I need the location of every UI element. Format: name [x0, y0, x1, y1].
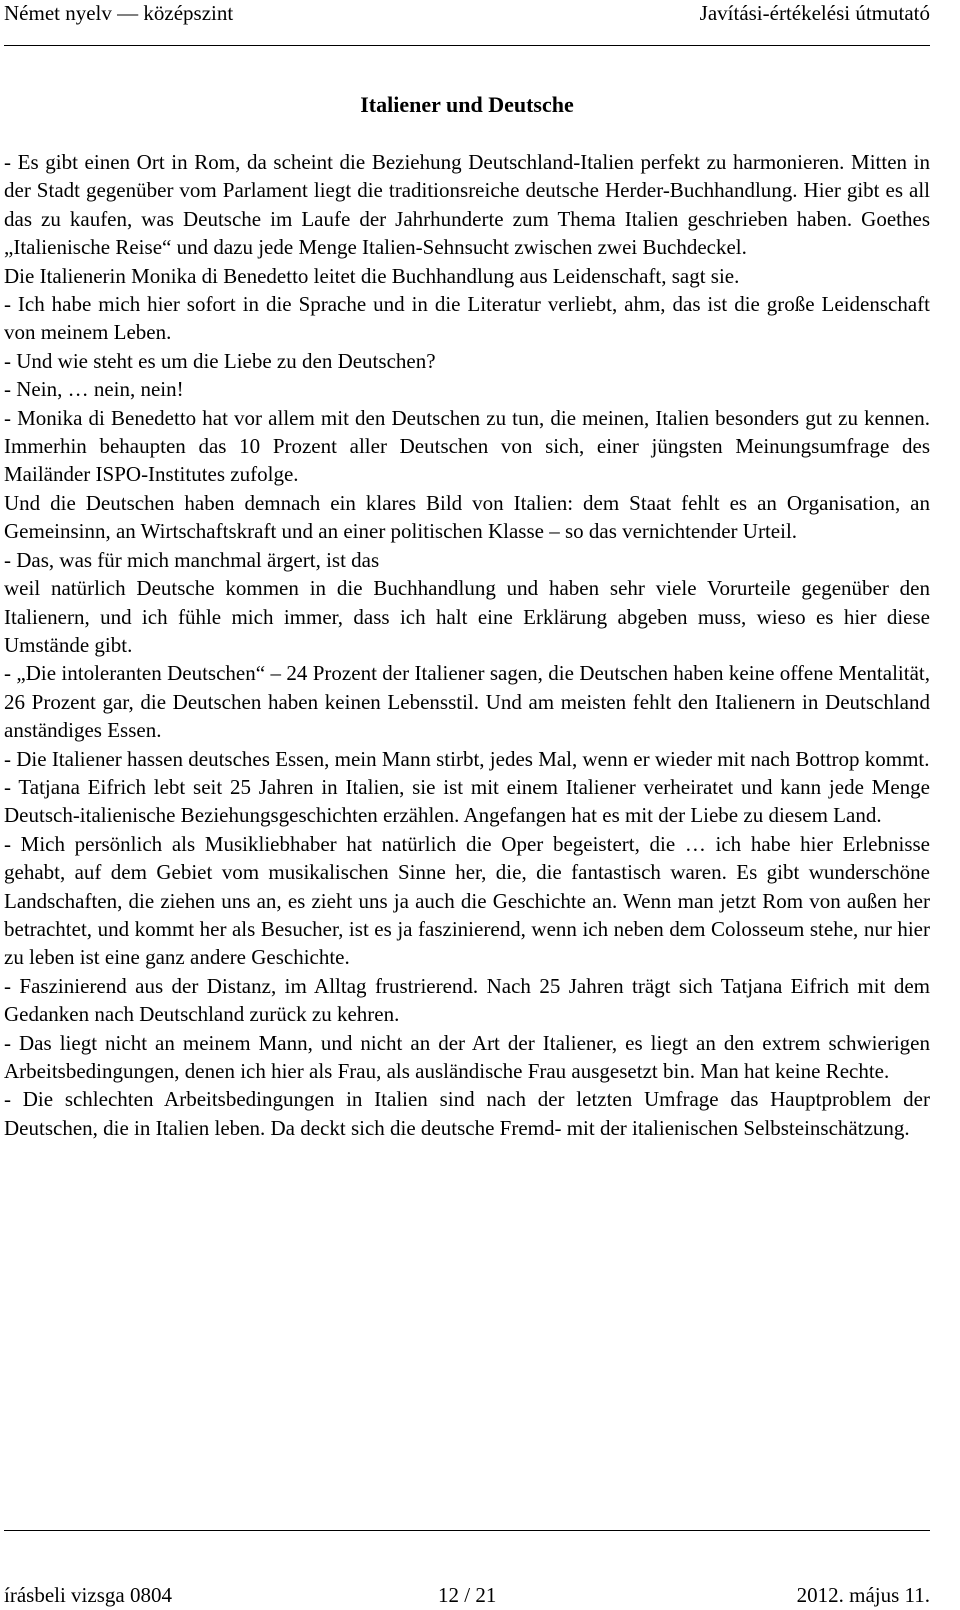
paragraph: - Das liegt nicht an meinem Mann, und nicht an der Art der Italiener, es liegt an den extrem schwierigen Arbeitsbedingungen, denen ich hier als Frau, als ausländische Frau ausgesetzt bin. Man hat keine Rechte. [4, 1030, 930, 1083]
footer-date: 2012. május 11. [796, 1583, 930, 1607]
paragraph: - Monika di Benedetto hat vor allem mit den Deutschen zu tun, die meinen, Italien besonders gut zu kennen. Immerhin behaupten das 10 Prozent aller Deutschen von sich, einer jüngsten Meinungsumfrage des Mailänder ISPO-Institutes zufolge. [4, 405, 930, 487]
paragraph: - Tatjana Eifrich lebt seit 25 Jahren in Italien, sie ist mit einem Italiener verheiratet und kann jede Menge Deutsch-italienische Beziehungsgeschichten erzählen. Angefangen hat es mit der Liebe zu diesem Land. [4, 774, 930, 828]
paragraph: Und die Deutschen haben demnach ein klares Bild von Italien: dem Staat fehlt es an Organisation, an Gemeinsinn, an Wirtschaftskraft und an einer politischen Klasse – so das vernichtender Urteil. [4, 490, 930, 544]
paragraph: - Faszinierend aus der Distanz, im Alltag frustrierend. Nach 25 Jahren trägt sich Tatjana Eifrich mit dem Gedanken nach Deutschland zurück zu kehren. [4, 973, 930, 1027]
paragraph: - Ich habe mich hier sofort in die Sprache und in die Literatur verliebt, ahm, das ist die große Leidenschaft von meinem Leben. [4, 292, 930, 345]
paragraph: Die Italienerin Monika di Benedetto leitet die Buchhandlung aus Leidenschaft, sagt sie. [4, 263, 740, 288]
paragraph: - Die schlechten Arbeitsbedingungen in Italien sind nach der letzten Umfrage das Hauptproblem der Deutschen, die in Italien leben. Da deckt sich die deutsche Fremd- mit der italienischen Selbsteinschätzung. [4, 1087, 930, 1140]
page-title: Italiener und Deutsche [360, 92, 574, 117]
page-number: 12 / 21 [438, 1583, 497, 1607]
paragraph: - Nein, … nein, nein! [4, 377, 184, 402]
paragraph: - Die Italiener hassen deutsches Essen, mein Mann stirbt, jedes Mal, wenn er wieder mit nach Bottrop kommt. [4, 746, 930, 771]
paragraph: - Es gibt einen Ort in Rom, da scheint die Beziehung Deutschland-Italien perfekt zu harmonieren. Mitten in der Stadt gegenüber vom Parlament liegt die traditionsreiche deutsche Herder-Buchhandlung. Hier gibt es all das zu kaufen, was Deutsche im Laufe der Jahrhunderte zum Thema Italien geschrieben haben. Goethes „Italienische Reise“ und dazu jede Menge Italien-Sehnsucht zwischen zwei Buchdeckel. [4, 150, 930, 260]
article-body [4, 148, 930, 1142]
paragraph: - Mich persönlich als Musikliebhaber hat natürlich die Oper begeistert, die … ich habe hier Erlebnisse gehabt, auf dem Gebiet vom musikalischen Sinne her, die, die fantastisch waren. Es gibt wunderschöne Landschaften, die ziehen uns an, es zieht uns ja auch die Geschichte an. Wenn man jetzt Rom von außen her betrachtet, und kommt her als Besucher, ist es ja faszinierend, wenn ich neben dem Colosseum stehe, nur hier zu leben ist eine ganz andere Geschichte. [4, 831, 930, 970]
page-footer [4, 1530, 930, 1610]
paragraph: weil natürlich Deutsche kommen in die Buchhandlung und haben sehr viele Vorurteile gegenüber den Italienern, und ich fühle mich immer, dass ich halt eine Erklärung abgeben muss, wieso es hier diese Umstände gibt. [4, 576, 930, 657]
page-header [4, 0, 930, 46]
header-subject: Német nyelv — középszint [4, 1, 234, 25]
header-document-type: Javítási-értékelési útmutató [699, 1, 930, 25]
footer-exam-code: írásbeli vizsga 0804 [4, 1583, 172, 1607]
paragraph: - „Die intoleranten Deutschen“ – 24 Prozent der Italiener sagen, die Deutschen haben keine offene Mentalität, 26 Prozent gar, die Deutschen haben keinen Lebensstil. Und am meisten fehlt den Italienern in Deutschland anständiges Essen. [4, 661, 930, 743]
paragraph: - Das, was für mich manchmal ärgert, ist das [4, 547, 380, 572]
paragraph: - Und wie steht es um die Liebe zu den Deutschen? [4, 348, 436, 373]
